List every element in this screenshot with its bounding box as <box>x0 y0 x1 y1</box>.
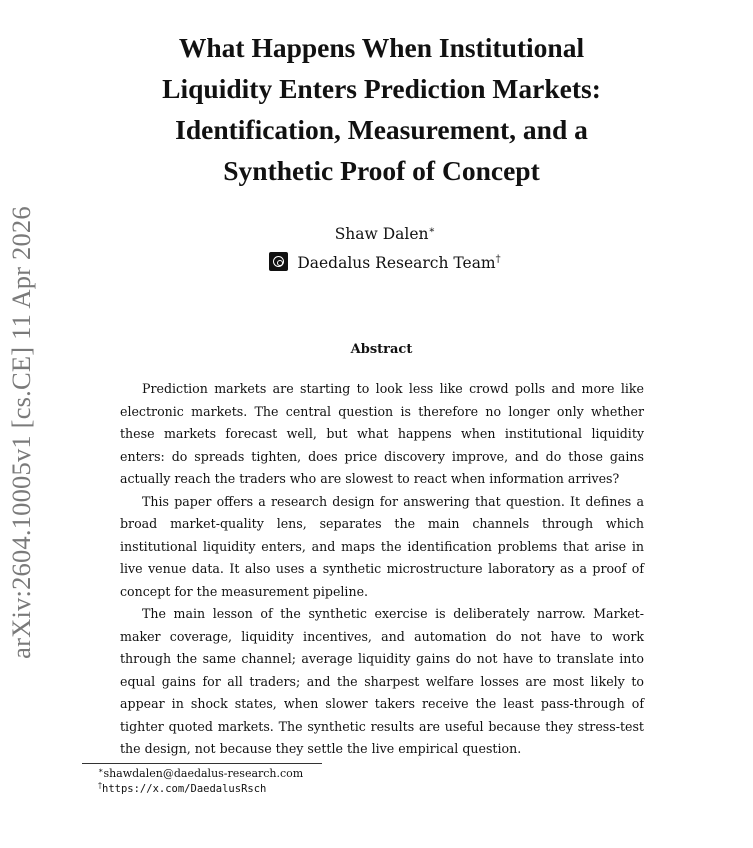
title-line: Identification, Measurement, and a <box>175 114 588 145</box>
affiliation-footnote-mark: † <box>495 253 501 265</box>
title-line: Synthetic Proof of Concept <box>223 155 540 186</box>
footnote-divider <box>82 763 322 764</box>
abstract-heading: Abstract <box>350 342 413 357</box>
abstract-body <box>120 378 644 761</box>
paper-title <box>100 27 663 191</box>
footnote-mark: ∗ <box>98 766 104 775</box>
daedalus-logo-icon <box>269 252 288 271</box>
footnote-url <box>98 782 266 796</box>
abstract-paragraph: This paper offers a research design for answering that question. It defines a broad market-quality lens, separates the main channels through which institutional liquidity enters, and maps the identification problems that arise in live venue data. It also uses a synthetic microstructure laboratory as a proof of concept for the measurement pipeline. <box>120 493 644 599</box>
affiliation-name: Daedalus Research Team <box>297 254 496 272</box>
affiliation-line <box>100 252 670 274</box>
arxiv-sidebar <box>5 200 37 665</box>
abstract-paragraph: The main lesson of the synthetic exercise is deliberately narrow. Market-maker coverage, liquidity incentives, and automation do not have to work through the same channel; average liquidity gains do not have to translate into equal gains for all traders; and the sharpest welfare losses are most likely to appear in shock states, when slower takers receive the least pass-through of tighter quoted markets. The synthetic results are useful because they stress-test the design, not because they settle the live empirical question. <box>120 606 644 756</box>
footnote-email <box>98 767 303 781</box>
title-line: What Happens When Institutional <box>178 32 585 63</box>
footnote-email-text[interactable]: shawdalen@daedalus-research.com <box>103 767 304 780</box>
author-footnote-mark: ∗ <box>428 224 436 236</box>
abstract-paragraph: Prediction markets are starting to look less like crowd polls and more like electronic markets. The central question is therefore no longer only whether these markets forecast well, but what happens when institutional liquidity enters: do spreads tighten, does price discovery improve, and do those gains actually reach the traders who are slowest to react when information arrives? <box>120 381 644 486</box>
title-line: Liquidity Enters Prediction Markets: <box>162 73 601 104</box>
footnote-mark: † <box>98 781 102 790</box>
footnote-url-link[interactable]: https://x.com/DaedalusRsch <box>102 783 267 795</box>
author-line <box>100 224 670 244</box>
arxiv-identifier: arXiv:2604.10005v1 [cs.CE] 11 Apr 2026 <box>5 206 36 659</box>
author-name: Shaw Dalen <box>334 225 429 243</box>
